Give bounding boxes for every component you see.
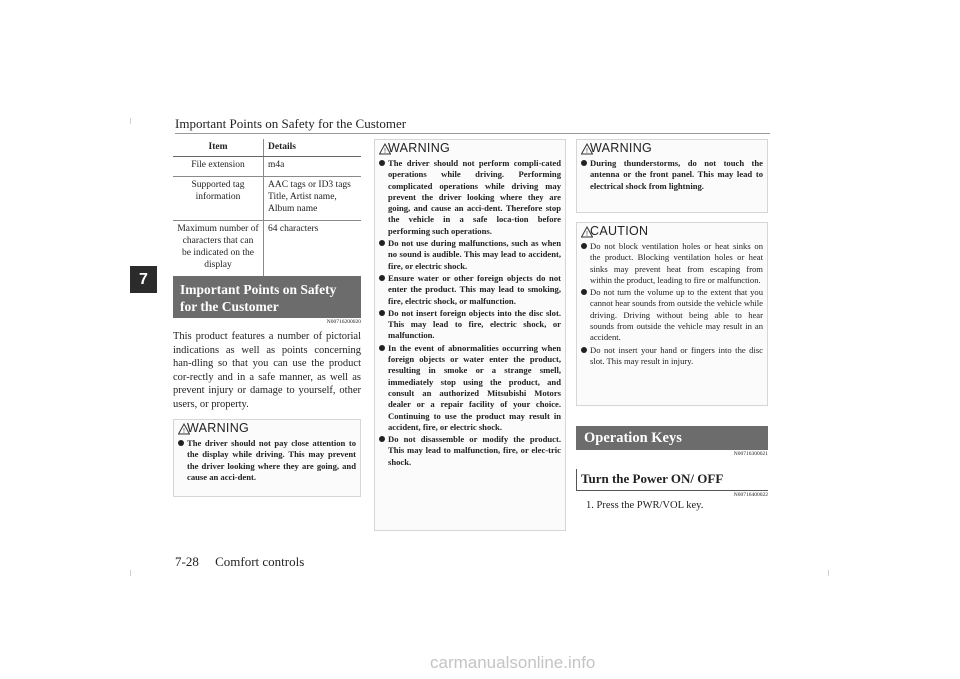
step-item: 1. Press the PWR/VOL key.	[586, 500, 704, 511]
bullet-icon	[379, 240, 385, 246]
chapter-tab: 7	[130, 266, 157, 293]
page-number: 7-28	[175, 554, 199, 569]
footer-section: Comfort controls	[215, 554, 305, 569]
table-header-item: Item	[173, 139, 264, 157]
warning-box	[374, 139, 566, 531]
table-row	[173, 157, 361, 177]
caution-item: Do not turn the volume up to the extent that you cannot hear sounds from outside the vehicle while driving. Driving without being able to hear sounds from outside the vehicle may result in an accident.	[581, 287, 763, 343]
warning-label: WARNING	[590, 141, 653, 155]
svg-text:!: !	[586, 231, 588, 238]
section-heading-safety: Important Points on Safety for the Customer	[173, 276, 361, 318]
table-cell: File extension	[173, 157, 264, 177]
watermark: carmanualsonline.info	[430, 653, 596, 672]
section-heading-operation-keys: Operation Keys	[576, 426, 768, 450]
table-cell: Supported tag information	[173, 177, 264, 221]
subsection-code: N00716400022	[733, 492, 768, 498]
crop-mark	[130, 118, 131, 124]
bullet-icon	[581, 160, 587, 166]
bullet-icon	[379, 160, 385, 166]
bullet-icon	[581, 243, 587, 249]
bullet-icon	[379, 345, 385, 351]
page-footer	[175, 554, 304, 570]
warning-item: The driver should not pay close attention to the display while driving. This may prevent the driver looking where they are going, and cause an acci-dent.	[178, 438, 356, 483]
subsection-heading: Turn the Power ON/ OFF	[576, 469, 768, 491]
caution-item: Do not block ventilation holes or heat sinks on the product. Blocking ventilation holes or heat sinks may prevent heat from escaping from within the product, leading to fire or malfunction.	[581, 241, 763, 286]
warning-label: WARNING	[388, 141, 451, 155]
crop-mark	[130, 570, 131, 576]
section-code: N00716200020	[326, 319, 361, 325]
svg-text:!: !	[384, 148, 386, 155]
caution-box	[576, 222, 768, 406]
bullet-icon	[379, 310, 385, 316]
table-row	[173, 177, 361, 221]
warning-item: Do not disassemble or modify the product. This may lead to malfunction, fire, or elec-tric shock.	[379, 434, 561, 468]
warning-box	[173, 419, 361, 497]
caution-label: CAUTION	[590, 224, 649, 238]
table-cell: 64 characters	[264, 221, 362, 277]
warning-item: Do not insert foreign objects into the disc slot. This may lead to fire, electric shock, or malfunction.	[379, 308, 561, 342]
bullet-icon	[379, 436, 385, 442]
warning-item: The driver should not perform compli-cated operations while driving. Performing complicated operations while driving may prevent the driver looking where they are going, and cause an acci-dent. Therefore stop the vehicle in a safe loca-tion before performing such operations.	[379, 158, 561, 237]
table-header-details: Details	[264, 139, 362, 157]
bullet-icon	[379, 275, 385, 281]
warning-item: In the event of abnormalities occurring when foreign objects or water enter the product, resulting in smoke or a strange smell, immediately stop using the product, and consult an authorized Mitsubishi Motors dealer or a repair facility of your choice. Continuing to use the product may result in accident, fire, or electric shock.	[379, 343, 561, 433]
table-cell: Maximum number of characters that can be indicated on the display	[173, 221, 264, 277]
warning-box	[576, 139, 768, 213]
table-cell: AAC tags or ID3 tags Title, Artist name, Album name	[264, 177, 362, 221]
page-header-title: Important Points on Safety for the Customer	[175, 116, 407, 131]
table-header-row	[173, 139, 361, 157]
header-divider	[175, 133, 770, 134]
svg-text:!: !	[183, 428, 185, 435]
spec-table	[173, 139, 361, 277]
table-cell: m4a	[264, 157, 362, 177]
bullet-icon	[581, 347, 587, 353]
table-row	[173, 221, 361, 277]
crop-mark	[828, 570, 829, 576]
warning-label: WARNING	[187, 421, 250, 435]
svg-text:!: !	[586, 148, 588, 155]
caution-item: Do not insert your hand or fingers into the disc slot. This may result in injury.	[581, 345, 763, 368]
section-code: N00716300021	[733, 451, 768, 457]
warning-item: Do not use during malfunctions, such as when no sound is audible. This may lead to accident, fire, or electric shock.	[379, 238, 561, 272]
warning-item: Ensure water or other foreign objects do not enter the product. This may lead to smoking, fire, electric shock, or malfunction.	[379, 273, 561, 307]
warning-item: During thunderstorms, do not touch the antenna or the front panel. This may lead to electrical shock from lightning.	[581, 158, 763, 192]
bullet-icon	[581, 289, 587, 295]
bullet-icon	[178, 440, 184, 446]
intro-paragraph: This product features a number of pictorial indications as well as points concerning han-dling so that you can use the product cor-rectly and in a safe manner, as well as prevent injury or damage to yourself, other users, or property.	[173, 331, 361, 410]
